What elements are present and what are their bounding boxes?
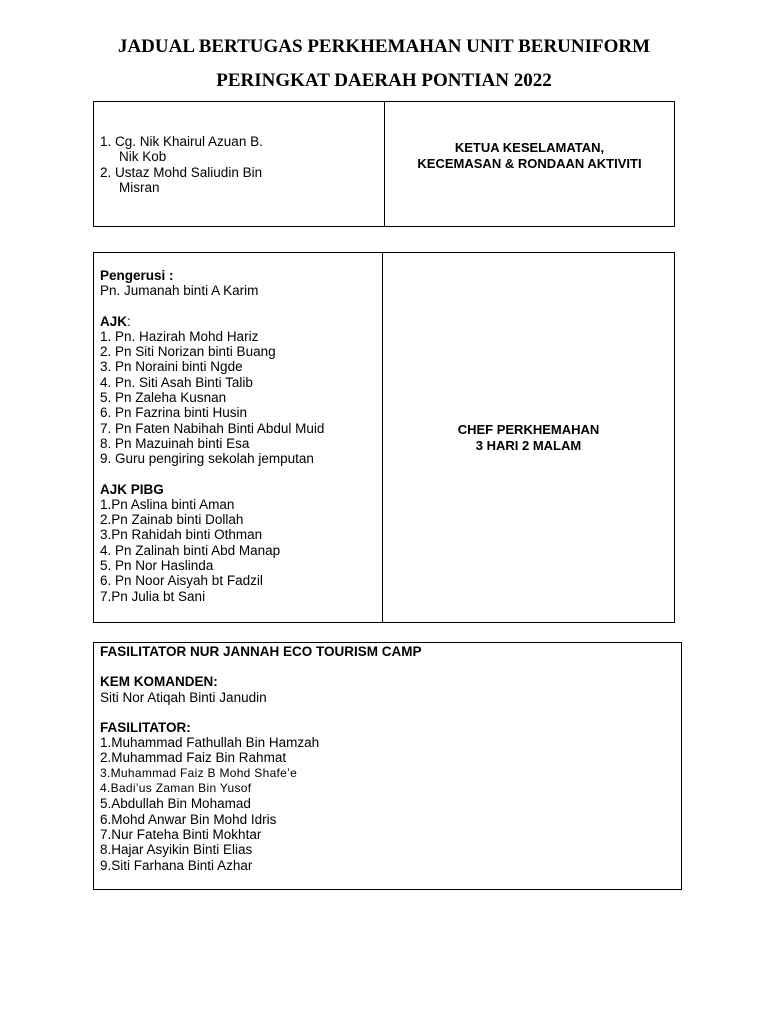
pibg-member: 4. Pn Zalinah binti Abd Manap [100, 542, 281, 558]
safety-role-line2: KECEMASAN & RONDAAN AKTIVITI [417, 156, 642, 171]
safety-duty-table [93, 101, 675, 227]
facilitator-item: 6.Mohd Anwar Bin Mohd Idris [100, 811, 277, 827]
chef-role-label [383, 422, 674, 454]
ajk-heading-colon: : [127, 313, 131, 329]
facilitator-item: 9.Siti Farhana Binti Azhar [100, 857, 253, 873]
facilitator-item: 8.Hajar Asyikin Binti Elias [100, 842, 253, 858]
facilitator-item: 3.Muhammad Faiz B Mohd Shafe’e [100, 765, 298, 780]
ajk-member: 4. Pn. Siti Asah Binti Talib [100, 374, 253, 390]
ajk-member: 5. Pn Zaleha Kusnan [100, 390, 227, 406]
pibg-member: 3.Pn Rahidah binti Othman [100, 527, 263, 543]
safety-member-line: 1. Cg. Nik Khairul Azuan B. [100, 134, 263, 149]
pibg-heading: AJK PIBG [100, 481, 164, 497]
safety-role-cell [384, 102, 674, 226]
facilitator-camp-heading: FASILITATOR NUR JANNAH ECO TOURISM CAMP [100, 644, 422, 659]
document-title: JADUAL BERTUGAS PERKHEMAHAN UNIT BERUNIFORM [117, 36, 651, 57]
facilitator-item: 5.Abdullah Bin Mohamad [100, 796, 251, 812]
chair-heading: Pengerusi : [100, 268, 174, 283]
pibg-member: 7.Pn Julia bt Sani [100, 588, 206, 604]
chair-name: Pn. Jumanah binti A Karim [100, 283, 259, 299]
ajk-member: 8. Pn Mazuinah binti Esa [100, 435, 250, 451]
facilitator-item: 7.Nur Fateha Binti Mokhtar [100, 826, 262, 842]
safety-role-label [385, 140, 674, 172]
pibg-member: 6. Pn Noor Aisyah bt Fadzil [100, 573, 263, 589]
chef-duty-table [93, 252, 675, 623]
facilitator-table [93, 642, 682, 890]
chef-role-cell [382, 253, 674, 622]
safety-members-cell [94, 102, 385, 226]
safety-member-line: 2. Ustaz Mohd Saliudin Bin [100, 164, 263, 180]
safety-member-line: Misran [119, 179, 160, 195]
chef-members-cell [94, 253, 383, 622]
ajk-member: 2. Pn Siti Norizan binti Buang [100, 344, 276, 360]
facilitators-heading: FASILITATOR: [100, 719, 191, 735]
ajk-member: 6. Pn Fazrina binti Husin [100, 405, 248, 421]
facilitator-cell [100, 644, 681, 873]
commandant-name: Siti Nor Atiqah Binti Janudin [100, 689, 267, 705]
ajk-member: 9. Guru pengiring sekolah jemputan [100, 451, 314, 467]
facilitator-item: 1.Muhammad Fathullah Bin Hamzah [100, 735, 320, 751]
commandant-heading: KEM KOMANDEN: [100, 674, 218, 690]
ajk-member: 1. Pn. Hazirah Mohd Hariz [100, 328, 259, 344]
ajk-heading-label: AJK [100, 313, 128, 329]
pibg-member: 5. Pn Nor Haslinda [100, 558, 214, 574]
pibg-member: 2.Pn Zainab binti Dollah [100, 512, 244, 528]
chef-role-line1: CHEF PERKHEMAHAN [457, 422, 600, 437]
chef-role-line2: 3 HARI 2 MALAM [475, 438, 582, 453]
facilitator-item: 2.Muhammad Faiz Bin Rahmat [100, 750, 287, 766]
ajk-member: 7. Pn Faten Nabihah Binti Abdul Muid [100, 420, 325, 436]
pibg-member: 1.Pn Aslina binti Aman [100, 496, 235, 512]
safety-role-line1: KETUA KESELAMATAN, [454, 140, 605, 155]
ajk-heading [100, 314, 383, 329]
ajk-member: 3. Pn Noraini binti Ngde [100, 359, 243, 375]
document-subtitle: PERINGKAT DAERAH PONTIAN 2022 [216, 70, 552, 91]
safety-member-line: Nik Kob [119, 149, 167, 165]
facilitator-item: 4.Badi’us Zaman Bin Yusof [100, 781, 252, 796]
